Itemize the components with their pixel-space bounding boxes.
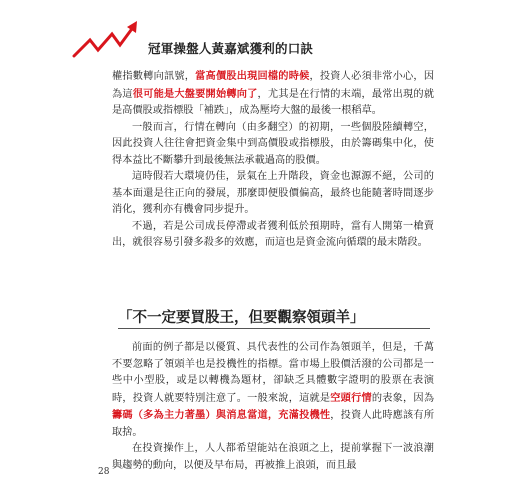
paragraph: [112, 441, 434, 474]
text-run: 一般而言，行情在轉向（由多翻空）的初期，一些個股陸續轉空，因此投資人往往會把資金集中到高價股或指標股，由於籌碼集中化，使得本益比不斷攀升到最後無法承載過高的股價。: [112, 121, 434, 166]
text-run: ，投資人必須非常小心，因為這: [112, 71, 435, 100]
highlighted-text: 很可能是大盤要開始轉向了: [132, 87, 258, 100]
paragraph: [112, 120, 434, 170]
highlighted-text: 籌碼（多為主力著墨）與消息當道，充滿投機性: [112, 409, 331, 421]
body-section-2: [112, 340, 434, 474]
section-heading: [118, 302, 430, 329]
highlighted-text: 空頭行情: [330, 391, 372, 404]
text-run: 在投資操作上，人人都希望能站在浪頭之上，提前掌握下一波浪潮與趨勢的動向，以便及早布局，再被推上浪頭，而且最: [112, 443, 434, 471]
header-title: 冠軍操盤人黃嘉斌獲利的口訣: [148, 41, 314, 56]
text-run: 這時假若大環境仍佳，景氣在上升階段，資金也源源不絕，公司的基本面還是往正向的發展，那麼即便股價偏高，最終也能隨著時間逐步消化，獲利亦有機會同步提升。: [112, 171, 434, 215]
paragraph: [112, 219, 434, 252]
text-run: 權指數轉向訊號，: [112, 71, 196, 82]
paragraph: [112, 169, 434, 219]
highlighted-text: 當高價股出現回檔的時候: [195, 70, 310, 82]
section-heading-text: 「不一定要買股王，但要觀察領頭羊」: [118, 309, 365, 326]
body-section-1: [112, 68, 434, 252]
paragraph: [112, 68, 434, 120]
text-run: 不過，若是公司成長停滯或者獲利低於預期時，當有人開第一槍賣出，就很容易引發多殺多的效應，而這也是資金流向循環的最末階段。: [112, 220, 434, 248]
text-run: 的表象，因為: [371, 392, 435, 404]
page-number: 28: [98, 467, 110, 477]
paragraph: [112, 340, 434, 441]
text-run: 前面的例子都是以優質、具代表性的公司作為領頭羊，但是，千萬不要忽略了領頭羊也是投機性的指標。當市場上股價活潑的公司都是一些中小型股，或是以轉機為題材，卻缺乏具體數字證明的股票在表演時，投資人就要特別注意了。一般來說，這就是: [112, 342, 434, 404]
text-run: ，尤其是在行情的末端，最常出現的就是高價股或指標股「補跌」，成為壓垮大盤的最後一根稻草。: [112, 88, 435, 116]
text-run: ，投資人此時應該有所取捨。: [112, 410, 435, 438]
